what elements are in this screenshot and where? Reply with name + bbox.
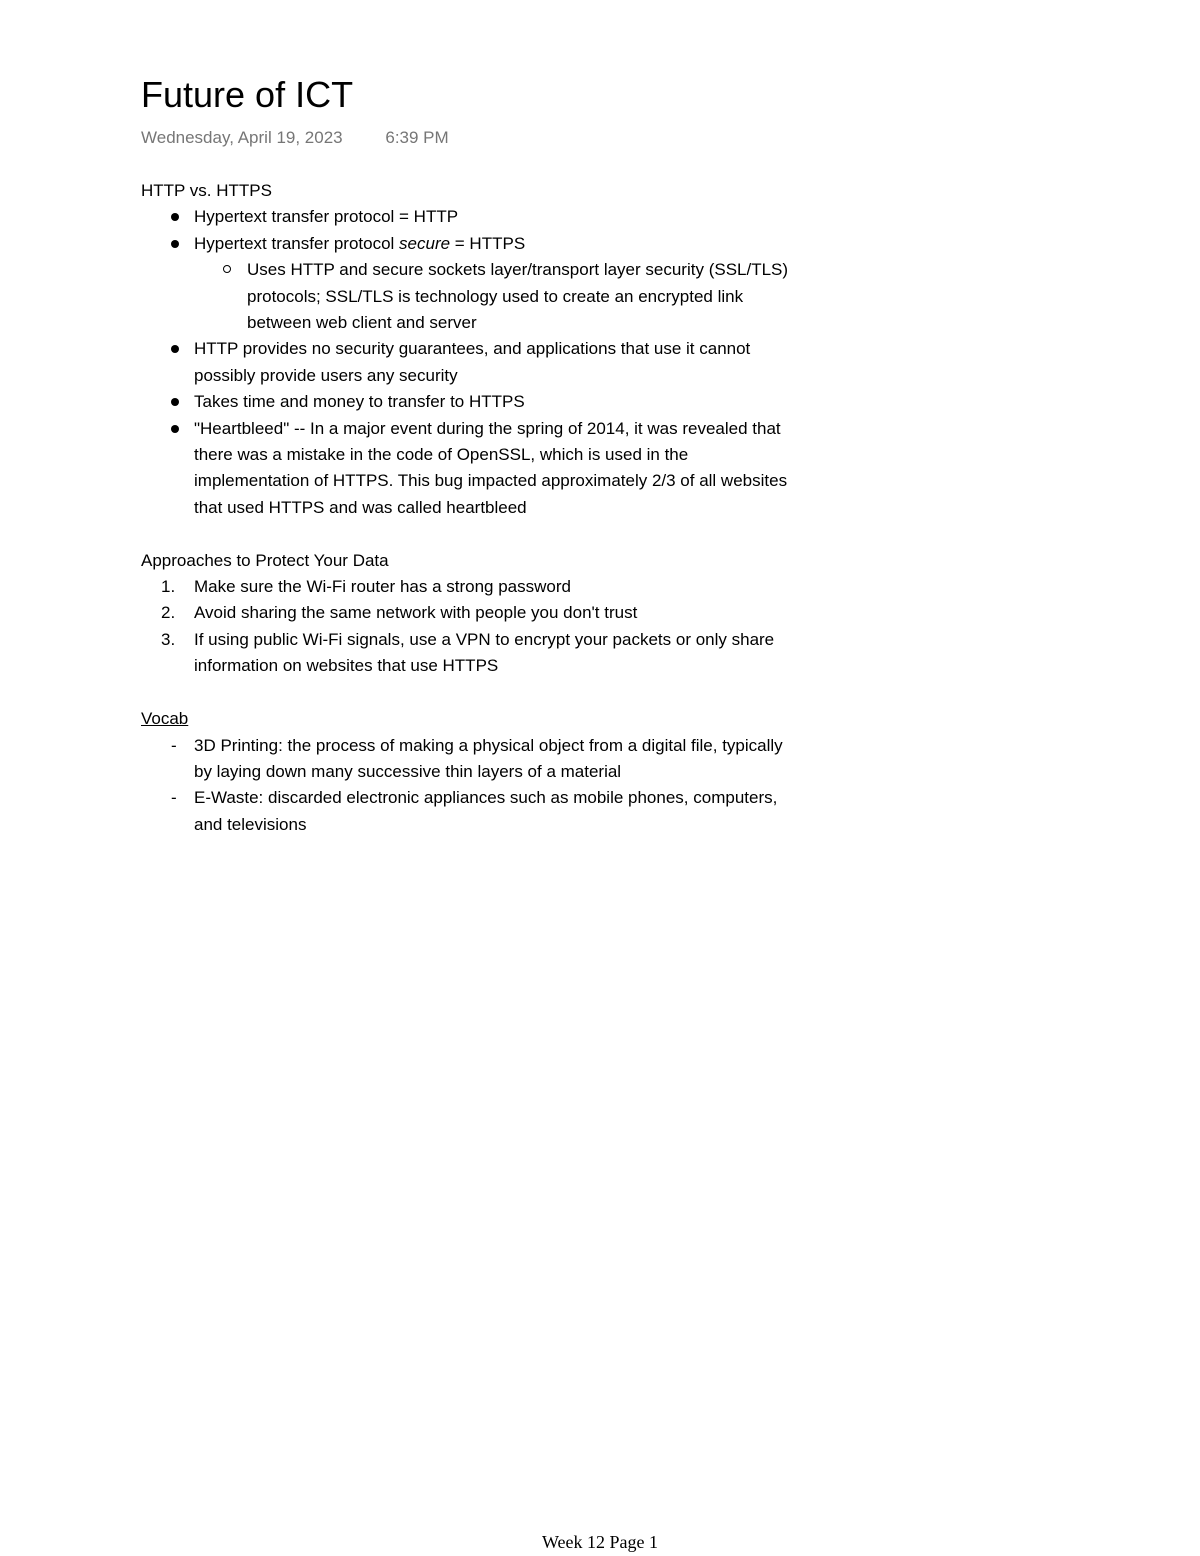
section-heading-http: HTTP vs. HTTPS	[141, 181, 272, 200]
sub-list-item	[141, 257, 791, 336]
numbered-list-item	[141, 574, 791, 600]
list-item-italic-text: secure	[399, 233, 451, 253]
approaches-numbered-list	[141, 574, 791, 680]
dash-bullet: -	[171, 788, 177, 808]
vocab-list	[141, 733, 791, 839]
http-bullet-list	[141, 204, 791, 521]
list-item-text: HTTP provides no security guarantees, and applications that use it cannot possibly provide users any security	[194, 339, 751, 385]
list-item-text: Avoid sharing the same network with people you don't trust	[194, 603, 638, 623]
vocab-item-text: E-Waste: discarded electronic appliances such as mobile phones, computers, and televisions	[194, 788, 778, 834]
section-heading-vocab: Vocab	[141, 709, 189, 729]
list-item	[141, 336, 791, 389]
list-item-text: "Heartbleed" -- In a major event during the spring of 2014, it was revealed that there was a mistake in the code of OpenSSL, which is used in the implementation of HTTPS. This bug impacted approximately 2/3 of all websites that used HTTPS and was called heartbleed	[194, 418, 788, 517]
list-item	[141, 416, 791, 522]
page-title: Future of ICT	[141, 74, 354, 115]
bullet-icon	[171, 240, 179, 248]
paragraph-spacer	[141, 521, 791, 547]
hollow-bullet-icon	[223, 265, 231, 273]
list-item-text: Hypertext transfer protocol	[194, 233, 400, 253]
section-heading-approaches: Approaches to Protect Your Data	[141, 550, 389, 570]
vocab-item-text: 3D Printing: the process of making a physical object from a digital file, typically by laying down many successive thin layers of a material	[194, 735, 783, 781]
list-item	[141, 204, 791, 230]
list-number: 3.	[161, 629, 176, 649]
list-item-text: Make sure the Wi-Fi router has a strong password	[194, 577, 571, 597]
page-metadata	[141, 126, 449, 150]
bullet-icon	[171, 345, 179, 353]
list-number: 1.	[161, 577, 176, 597]
vocab-item	[141, 785, 791, 838]
list-item	[141, 231, 791, 257]
numbered-list-item	[141, 600, 791, 626]
bullet-icon	[171, 213, 179, 221]
list-item-text: If using public Wi-Fi signals, use a VPN to encrypt your packets or only share information on websites that use HTTPS	[194, 629, 775, 676]
page-date: Wednesday, April 19, 2023	[141, 128, 343, 147]
list-number: 2.	[161, 603, 176, 623]
page-footer: Week 12 Page 1	[541, 1532, 658, 1552]
bullet-icon	[171, 425, 179, 433]
dash-bullet: -	[171, 735, 177, 755]
numbered-list-item	[141, 627, 791, 680]
note-body	[141, 178, 791, 838]
sub-list-item-text: Uses HTTP and secure sockets layer/transport layer security (SSL/TLS) protocols; SSL/TLS is technology used to create an encrypted link between web client and server	[247, 260, 789, 333]
list-item	[141, 389, 791, 415]
vocab-item	[141, 733, 791, 786]
bullet-icon	[171, 398, 179, 406]
list-item-text: Takes time and money to transfer to HTTPS	[194, 392, 525, 412]
paragraph-spacer	[141, 680, 791, 706]
list-item-text: Hypertext transfer protocol = HTTP	[194, 207, 459, 227]
list-item-text: = HTTPS	[450, 233, 526, 253]
page-time: 6:39 PM	[385, 128, 449, 147]
